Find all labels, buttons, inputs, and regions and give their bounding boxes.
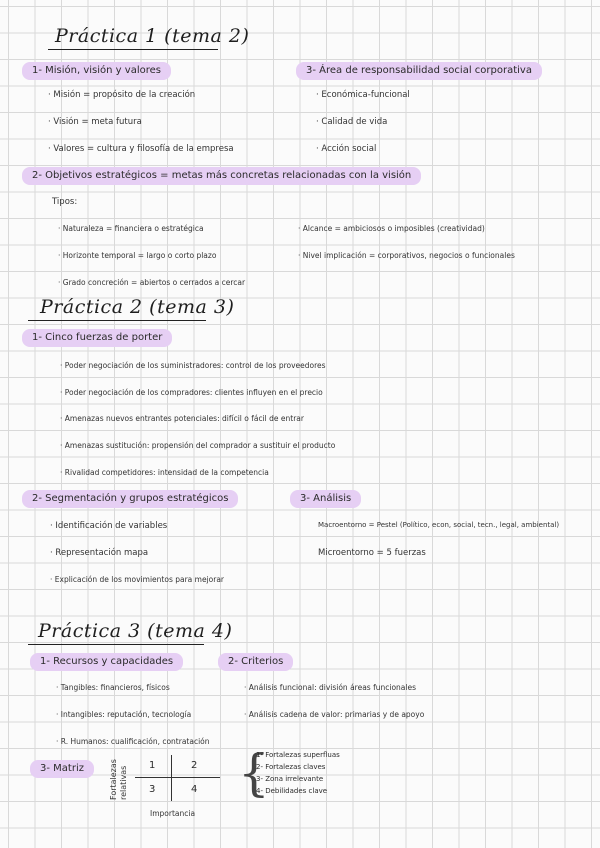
matrix-legend-3: 3- Zona irrelevante <box>256 775 324 783</box>
p1-s2-tipos-label: Tipos: <box>52 197 78 207</box>
p1-s3-item-2: · Calidad de vida <box>316 117 388 127</box>
matrix-legend-2: 2- Fortalezas claves <box>256 763 326 771</box>
p3-section-1-heading: 1- Recursos y capacidades <box>30 653 183 671</box>
p2-section-1-heading: 1- Cinco fuerzas de porter <box>22 329 172 347</box>
p2-s2-item-3: · Explicación de los movimientos para mejorar <box>50 575 225 584</box>
practica-1-underline <box>48 49 218 50</box>
p1-section-1-heading: 1- Misión, visión y valores <box>22 62 171 80</box>
p2-s1-item-1: · Poder negociación de los suministradores: control de los proveedores <box>60 361 326 370</box>
practica-3-underline <box>28 644 204 645</box>
practica-3-title: Práctica 3 (tema 4) <box>38 620 233 642</box>
p3-section-3-heading: 3- Matriz <box>30 760 94 778</box>
matrix-y-label-1: Fortalezas <box>109 759 118 800</box>
p2-s2-item-2: · Representación mapa <box>50 548 149 558</box>
matrix-cell-3: 3 <box>149 784 156 795</box>
p2-s3-macroentorno: Macroentorno = Pestel (Político, econ, social, tecn., legal, ambiental) <box>318 521 560 529</box>
p3-s1-item-1: · Tangibles: financieros, físicos <box>56 683 170 692</box>
p1-s1-item-3: · Valores = cultura y filosofía de la empresa <box>48 144 234 154</box>
matrix-legend-brace: { <box>238 744 270 802</box>
matrix-cell-4: 4 <box>191 784 198 795</box>
matrix-y-label-2: relativas <box>119 765 128 800</box>
p3-s2-item-1: · Análisis funcional: división áreas funcionales <box>244 683 416 692</box>
importance-matrix <box>135 755 220 801</box>
practica-1-title: Práctica 1 (tema 2) <box>55 25 250 47</box>
p3-s2-item-2: · Análisis cadena de valor: primarias y de apoyo <box>244 710 425 719</box>
matrix-x-label: Importancia <box>150 809 196 818</box>
p2-s1-item-5: · Rivalidad competidores: intensidad de la competencia <box>60 468 269 477</box>
p1-s2-left-2: · Horizonte temporal = largo o corto plazo <box>58 251 217 260</box>
p1-s2-left-1: · Naturaleza = financiera o estratégica <box>58 224 204 233</box>
p2-s3-microentorno: Microentorno = 5 fuerzas <box>318 548 426 558</box>
p1-s3-item-1: · Económica-funcional <box>316 90 410 100</box>
matrix-cell-1: 1 <box>149 760 156 771</box>
matrix-legend-4: 4- Debilidades clave <box>256 787 328 795</box>
p2-s2-item-1: · Identificación de variables <box>50 521 168 531</box>
p2-s1-item-4: · Amenazas sustitución: propensión del comprador a sustituir el producto <box>60 441 336 450</box>
p2-s1-item-3: · Amenazas nuevos entrantes potenciales: difícil o fácil de entrar <box>60 414 304 423</box>
p1-section-2-heading: 2- Objetivos estratégicos = metas más concretas relacionadas con la visión <box>22 167 421 185</box>
p3-section-2-heading: 2- Criterios <box>218 653 293 671</box>
matrix-cell-2: 2 <box>191 760 198 771</box>
p1-section-3-heading: 3- Área de responsabilidad social corporativa <box>296 62 542 80</box>
p2-s1-item-2: · Poder negociación de los compradores: clientes influyen en el precio <box>60 388 323 397</box>
p2-section-3-heading: 3- Análisis <box>290 490 361 508</box>
p3-s1-item-2: · Intangibles: reputación, tecnología <box>56 710 192 719</box>
practica-2-title: Práctica 2 (tema 3) <box>40 296 235 318</box>
matrix-legend-1: 1- Fortalezas superfluas <box>256 751 340 759</box>
p1-s2-left-3: · Grado concreción = abiertos o cerrados a cercar <box>58 278 246 287</box>
p2-section-2-heading: 2- Segmentación y grupos estratégicos <box>22 490 238 508</box>
p1-s2-right-2: · Nivel implicación = corporativos, negocios o funcionales <box>298 251 515 260</box>
p1-s1-item-1: · Misión = propósito de la creación <box>48 90 196 100</box>
p1-s2-right-1: · Alcance = ambiciosos o imposibles (creatividad) <box>298 224 485 233</box>
practica-2-underline <box>28 320 206 321</box>
p3-s1-item-3: · R. Humanos: cualificación, contratación <box>56 737 210 746</box>
matrix-horizontal-divider <box>135 777 220 778</box>
p1-s1-item-2: · Visión = meta futura <box>48 117 142 127</box>
p1-s3-item-3: · Acción social <box>316 144 377 154</box>
